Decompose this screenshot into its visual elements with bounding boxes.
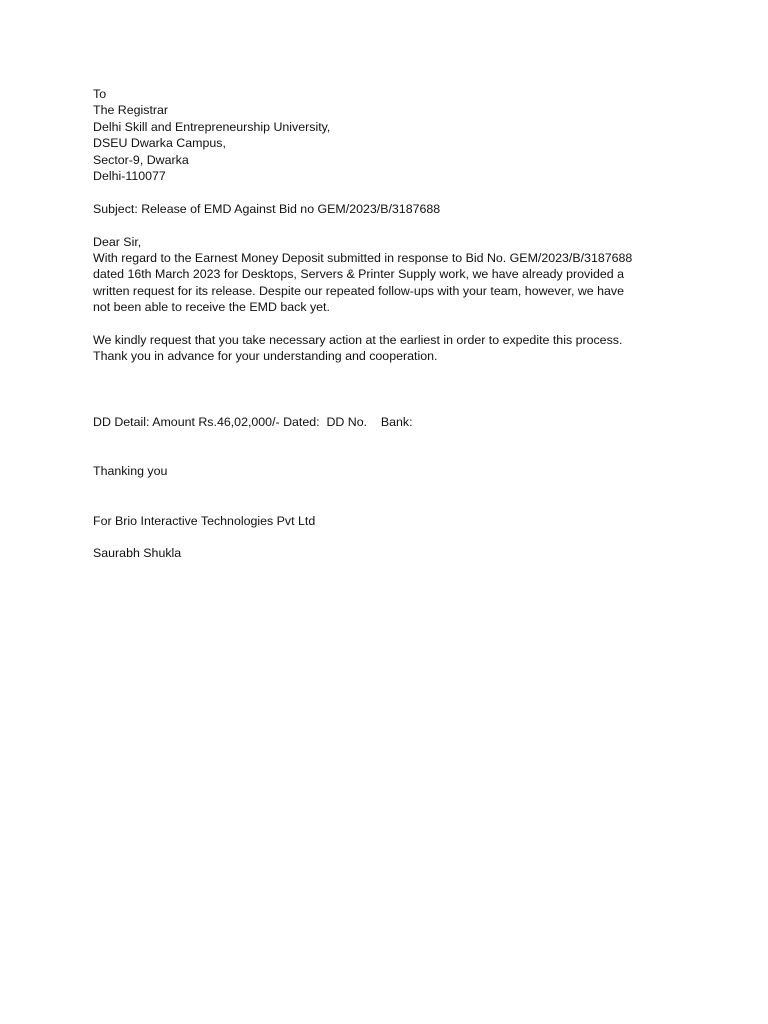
body-paragraph-2-line: We kindly request that you take necessary action at the earliest in order to expedite this process. [93,333,623,348]
closing-line: Thanking you [93,464,168,479]
company-line: For Brio Interactive Technologies Pvt Ltd [93,513,316,528]
address-recipient: The Registrar [93,103,169,118]
body-paragraph-1 [93,250,683,316]
body-paragraph-2-line: Thank you in advance for your understanding and cooperation. [93,349,438,364]
address-institution: Delhi Skill and Entrepreneurship University, [93,119,331,134]
body-paragraph-1-line: With regard to the Earnest Money Deposit submitted in response to Bid No. GEM/2023/B/3187688 [93,251,633,266]
body-paragraph-1-line: not been able to receive the EMD back yet. [93,300,330,315]
letter-body [93,86,683,562]
salutation: Dear Sir, [93,234,142,249]
body-paragraph-1-line: dated 16th March 2023 for Desktops, Servers & Printer Supply work, we have already provided a [93,267,625,282]
address-city: Delhi-110077 [93,169,166,184]
subject-line: Subject: Release of EMD Against Bid no GEM/2023/B/3187688 [93,201,441,216]
address-to: To [93,87,107,101]
recipient-address-block [93,86,683,184]
body-paragraph-2 [93,332,683,365]
dd-detail-line: DD Detail: Amount Rs.46,02,000/- Dated: DD No. Bank: [93,414,413,429]
address-sector: Sector-9, Dwarka [93,152,189,167]
signatory-name: Saurabh Shukla [93,546,182,561]
body-paragraph-1-line: written request for its release. Despite our repeated follow-ups with your team, however, we have [93,283,624,298]
address-campus: DSEU Dwarka Campus, [93,136,226,151]
